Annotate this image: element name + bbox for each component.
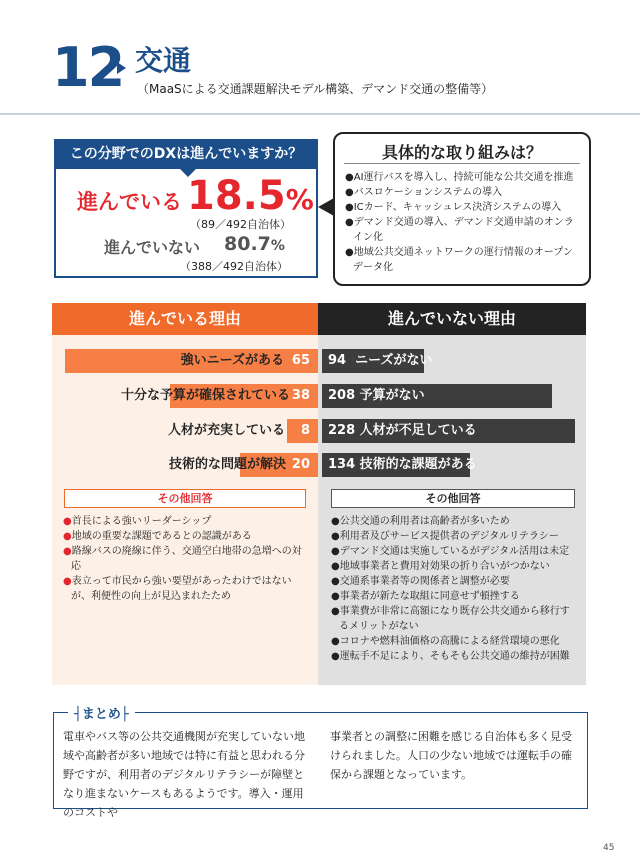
examples-list xyxy=(345,170,581,275)
no-progress-reason-label: ニーズがない xyxy=(355,353,433,368)
no-progress-reasons-title: 進んでいない理由 xyxy=(318,303,586,335)
dx-question: この分野でのDXは進んでいますか？ xyxy=(54,139,318,169)
progress-other-item: ●路線バスの廃線に伴う、交通空白地帯の急増への対応 xyxy=(63,546,302,572)
dx-no-count: （388／492自治体） xyxy=(180,260,288,273)
no-progress-reason-text xyxy=(328,349,433,373)
dx-yes-count: （89／492自治体） xyxy=(190,218,291,231)
header-divider xyxy=(0,113,640,115)
progress-reason-value: 38 xyxy=(291,388,310,403)
examples-item: ●地域公共交通ネットワークの運行情報のオープンデータ化 xyxy=(345,247,573,273)
summary-label: ┤まとめ├ xyxy=(68,703,135,722)
no-progress-reason-label: 人材が不足している xyxy=(359,423,477,438)
progress-other-title: その他回答 xyxy=(64,489,306,508)
no-progress-other-list xyxy=(331,514,577,664)
no-progress-other-item: ●事業者が新たな取組に同意せず頓挫する xyxy=(331,591,520,602)
no-progress-reason-label: 技術的な課題がある xyxy=(359,457,477,472)
progress-other-item: ●首長による強いリーダーシップ xyxy=(63,516,212,527)
examples-item: ●バスロケーションシステムの導入 xyxy=(345,187,503,198)
no-progress-other-item: ●交通系事業者等の関係者と調整が必要 xyxy=(331,576,510,587)
no-progress-other-item: ●運転手不足により、そもそも公共交通の維持が困難 xyxy=(331,651,570,662)
no-progress-other-item: ●地域事業者と費用対効果の折り合いがつかない xyxy=(331,561,550,572)
examples-title: 具体的な取り組みは？ xyxy=(381,143,542,162)
dx-yes-label: 進んでいる xyxy=(77,190,182,214)
progress-other-list xyxy=(63,514,308,604)
examples-pointer xyxy=(318,198,334,216)
progress-reason-value: 65 xyxy=(291,353,310,368)
dx-no-percent: 80.7% xyxy=(224,233,285,255)
no-progress-other-item: ●公共交通の利用者は高齢者が多いため xyxy=(331,516,510,527)
progress-reason-label: 十分な予算が確保されている xyxy=(120,388,290,403)
no-progress-other-item: ●事業費が非常に高額になり既存公共交通から移行するメリットがない xyxy=(331,606,570,632)
summary-label-text: まとめ xyxy=(81,707,121,722)
examples-item: ●AI運行バスを導入し、持続可能な公共交通を推進 xyxy=(345,172,574,183)
no-progress-other-title: その他回答 xyxy=(331,489,575,508)
triangle-icon xyxy=(117,62,126,74)
progress-reason-label: 技術的な問題が解決 xyxy=(168,457,286,472)
no-progress-reason-text xyxy=(328,384,425,408)
no-progress-reason-label: 予算がない xyxy=(359,388,425,403)
no-progress-reason-value: 94 xyxy=(328,353,347,368)
no-progress-reason-value: 228 xyxy=(328,423,356,438)
examples-item: ●デマンド交通の導入、デマンド交通申請のオンライン化 xyxy=(345,217,574,243)
no-progress-reason-text xyxy=(328,453,477,477)
dx-no-unit: % xyxy=(270,238,285,254)
dx-yes-unit: % xyxy=(285,183,314,216)
page-number: 45 xyxy=(603,843,615,853)
section-number: 12 xyxy=(52,36,124,99)
examples-item: ●ICカード、キャッシュレス決済システムの導入 xyxy=(345,202,562,213)
progress-reason-label: 人材が充実している xyxy=(167,423,285,438)
no-progress-other-item: ●コロナや燃料油価格の高騰による経営環境の悪化 xyxy=(331,636,560,647)
progress-other-item: ●表立って市民から強い要望があったわけではないが、利便性の向上が見込まれたため xyxy=(63,576,292,602)
no-progress-reason-value: 208 xyxy=(328,388,356,403)
progress-reason-value: 20 xyxy=(291,457,310,472)
no-progress-other-item: ●利用者及びサービス提供者のデジタルリテラシー xyxy=(331,531,559,542)
no-progress-reason-value: 134 xyxy=(328,457,356,472)
no-progress-other-item: ●デマンド交通は実施しているがデジタル活用は未定 xyxy=(331,546,570,557)
progress-reason-label: 強いニーズがある xyxy=(180,353,284,368)
section-subtitle: （MaaSによる交通課題解決モデル構築、デマンド交通の整備等） xyxy=(137,82,494,96)
dx-yes-percent: 18.5% xyxy=(187,173,314,219)
progress-reasons-title: 進んでいる理由 xyxy=(52,303,318,335)
summary-text-col2: 事業者との調整に困難を感じる自治体も多く見受けられました。人口の少ない地域では運転手の確保から課題となっています。 xyxy=(330,730,572,781)
progress-other-item: ●地域の重要な課題であるとの認識がある xyxy=(63,531,252,542)
summary-text-col1: 電車やバス等の公共交通機関が充実していない地域や高齢者が多い地域では特に有益と思われる分野ですが、利用者のデジタルリテラシーが障壁となり進まないケースもあるようです。導入・運用のコストや xyxy=(63,730,305,819)
dx-no-label: 進んでいない xyxy=(104,238,201,257)
no-progress-reason-text xyxy=(328,419,477,443)
examples-divider xyxy=(344,163,580,164)
progress-reason-value: 8 xyxy=(300,423,310,438)
section-title: 交通 xyxy=(135,44,192,77)
